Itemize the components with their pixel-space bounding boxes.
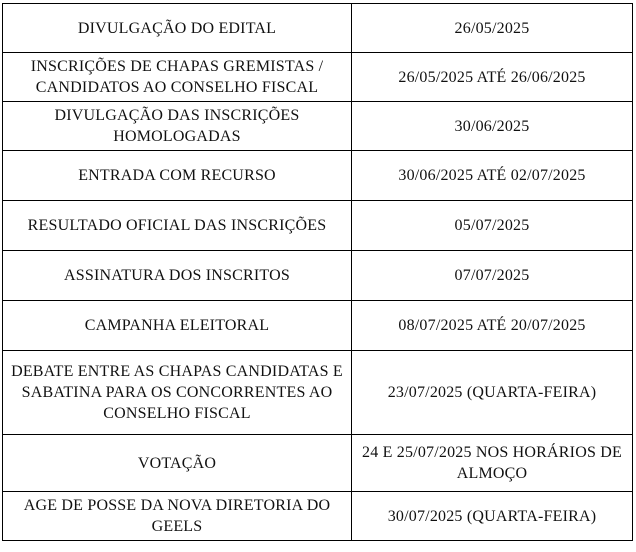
date-cell: 05/07/2025 bbox=[352, 201, 633, 251]
date-cell: 26/05/2025 bbox=[352, 4, 633, 53]
table-row bbox=[3, 301, 633, 351]
event-cell: AGE DE POSSE DA NOVA DIRETORIA DO GEELS bbox=[3, 492, 352, 541]
table-row bbox=[3, 102, 633, 151]
table-row bbox=[3, 53, 633, 102]
date-cell: 30/06/2025 bbox=[352, 102, 633, 151]
date-cell: 08/07/2025 ATÉ 20/07/2025 bbox=[352, 301, 633, 351]
date-cell: 30/07/2025 (QUARTA-FEIRA) bbox=[352, 492, 633, 541]
table-row bbox=[3, 351, 633, 435]
table-row bbox=[3, 492, 633, 541]
event-cell: DIVULGAÇÃO DO EDITAL bbox=[3, 4, 352, 53]
event-cell: DIVULGAÇÃO DAS INSCRIÇÕES HOMOLOGADAS bbox=[3, 102, 352, 151]
event-cell: RESULTADO OFICIAL DAS INSCRIÇÕES bbox=[3, 201, 352, 251]
table-row bbox=[3, 4, 633, 53]
event-cell: VOTAÇÃO bbox=[3, 435, 352, 492]
table-row bbox=[3, 151, 633, 201]
table-row bbox=[3, 251, 633, 301]
event-cell: ASSINATURA DOS INSCRITOS bbox=[3, 251, 352, 301]
date-cell: 23/07/2025 (QUARTA-FEIRA) bbox=[352, 351, 633, 435]
date-cell: 30/06/2025 ATÉ 02/07/2025 bbox=[352, 151, 633, 201]
event-cell: CAMPANHA ELEITORAL bbox=[3, 301, 352, 351]
table-row bbox=[3, 435, 633, 492]
election-schedule-table bbox=[2, 3, 633, 541]
date-cell: 24 E 25/07/2025 NOS HORÁRIOS DE ALMOÇO bbox=[352, 435, 633, 492]
event-cell: DEBATE ENTRE AS CHAPAS CANDIDATAS E SABATINA PARA OS CONCORRENTES AO CONSELHO FISCAL bbox=[3, 351, 352, 435]
event-cell: ENTRADA COM RECURSO bbox=[3, 151, 352, 201]
date-cell: 07/07/2025 bbox=[352, 251, 633, 301]
date-cell: 26/05/2025 ATÉ 26/06/2025 bbox=[352, 53, 633, 102]
event-cell: INSCRIÇÕES DE CHAPAS GREMISTAS / CANDIDATOS AO CONSELHO FISCAL bbox=[3, 53, 352, 102]
table-row bbox=[3, 201, 633, 251]
